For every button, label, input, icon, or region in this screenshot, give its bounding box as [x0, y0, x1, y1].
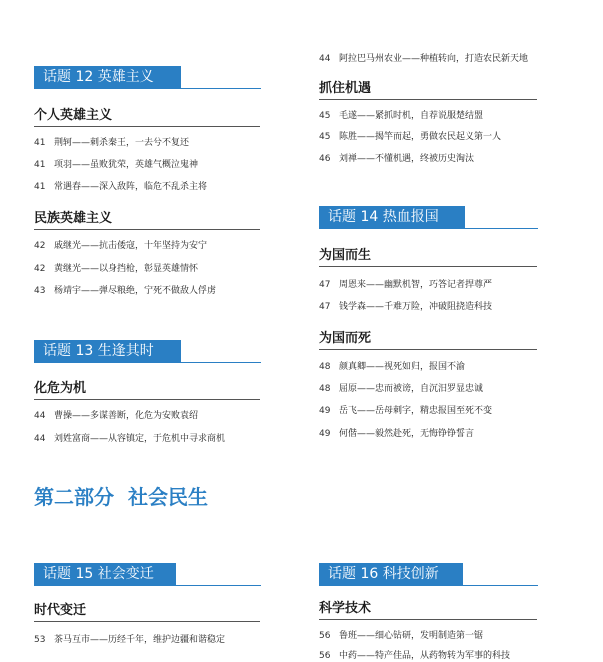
toc-entry[interactable]: [34, 410, 198, 422]
entry-title: 岳飞——岳母刺字，精忠报国至死不变: [339, 406, 493, 416]
page-number: 41: [34, 138, 46, 148]
section-seize-opportunity: 抓住机遇: [319, 81, 372, 96]
page-number: 56: [319, 651, 331, 661]
topic-14-header[interactable]: 话题 14 热血报国: [319, 206, 465, 229]
entry-title: 钱学森——千难万险，冲破阻挠造科技: [339, 302, 493, 312]
section-changing-times: 时代变迁: [34, 603, 87, 618]
part-2-name: 社会民生: [128, 485, 208, 509]
section-crisis-to-opportunity: 化危为机: [34, 381, 87, 396]
entry-title: 鲁班——细心钻研，发明制造第一锯: [339, 631, 484, 641]
page-number: 44: [319, 54, 331, 64]
page-number: 44: [34, 411, 46, 421]
page-number: 48: [319, 384, 331, 394]
entry-title: 刘姓富商——从容镇定，于危机中寻求商机: [54, 434, 226, 444]
toc-entry[interactable]: [34, 159, 198, 171]
page-number: 46: [319, 154, 331, 164]
toc-entry[interactable]: [34, 433, 225, 445]
toc-entry[interactable]: [319, 405, 492, 417]
page-number: 42: [34, 241, 46, 251]
entry-title: 刘禅——不懂机遇，终被历史淘汰: [339, 154, 475, 164]
entry-title: 曹操——多谋善断，化危为安败袁绍: [54, 411, 199, 421]
page-number: 42: [34, 264, 46, 274]
toc-entry[interactable]: [34, 263, 198, 275]
page-number: 48: [319, 362, 331, 372]
entry-title: 戚继光——抗击倭寇，十年坚持为安宁: [54, 241, 208, 251]
toc-entry[interactable]: [319, 428, 474, 440]
toc-entry[interactable]: [319, 279, 492, 291]
toc-entry[interactable]: [319, 650, 510, 662]
page-number: 49: [319, 429, 331, 439]
section-national-heroism: 民族英雄主义: [34, 211, 113, 226]
entry-title: 何偕——毅然赴死，无悔铮铮誓言: [339, 429, 475, 439]
entry-title: 周恩来——幽默机智，巧答记者捍尊严: [339, 280, 493, 290]
page-number: 41: [34, 182, 46, 192]
section-live-for-country: 为国而生: [319, 248, 372, 263]
section-rule: [34, 126, 260, 127]
part-2-label: 第二部分: [34, 485, 114, 509]
toc-entry[interactable]: [319, 301, 492, 313]
topic-12-rule: [181, 88, 261, 89]
toc-entry[interactable]: [319, 630, 483, 642]
topic-12-header[interactable]: 话题 12 英雄主义: [34, 66, 181, 89]
page-number: 45: [319, 111, 331, 121]
page-number: 44: [34, 434, 46, 444]
entry-title: 黄继光——以身挡枪，彰显英雄情怀: [54, 264, 199, 274]
entry-title: 荆轲——刺杀秦王，一去兮不复还: [54, 138, 190, 148]
page-number: 49: [319, 406, 331, 416]
topic-16-rule: [463, 585, 538, 586]
page-number: 53: [34, 635, 46, 645]
entry-title: 杨靖宇——弹尽粮绝，宁死不做敌人俘虏: [54, 286, 217, 296]
section-rule: [34, 621, 260, 622]
toc-entry[interactable]: [319, 361, 465, 373]
section-rule: [34, 399, 260, 400]
entry-title: 茶马互市——历经千年，维护边疆和谐稳定: [54, 635, 226, 645]
entry-title: 陈胜——揭竿而起，勇做农民起义第一人: [339, 132, 502, 142]
entry-title: 阿拉巴马州农业——种植转向，打造农民新天地: [339, 54, 529, 64]
toc-entry[interactable]: [319, 131, 501, 143]
section-rule: [319, 619, 537, 620]
section-die-for-country: 为国而死: [319, 331, 372, 346]
page-number: 45: [319, 132, 331, 142]
toc-entry[interactable]: [319, 53, 528, 65]
page-number: 41: [34, 160, 46, 170]
toc-entry[interactable]: [319, 383, 483, 395]
entry-title: 屈原——忠而被谤，自沉汨罗显忠诚: [339, 384, 484, 394]
topic-16-header[interactable]: 话题 16 科技创新: [319, 563, 463, 586]
topic-14-rule: [465, 228, 538, 229]
page-number: 47: [319, 302, 331, 312]
topic-13-header[interactable]: 话题 13 生逢其时: [34, 340, 181, 363]
entry-title: 中药——特产佳品，从药物转为军事的科技: [339, 651, 511, 661]
page-number: 43: [34, 286, 46, 296]
part-2-heading: [34, 484, 208, 510]
section-rule: [34, 229, 260, 230]
section-science-tech: 科学技术: [319, 601, 372, 616]
toc-entry[interactable]: [34, 240, 207, 252]
topic-15-header[interactable]: 话题 15 社会变迁: [34, 563, 176, 586]
section-personal-heroism: 个人英雄主义: [34, 108, 113, 123]
toc-entry[interactable]: [34, 634, 225, 646]
topic-15-rule: [176, 585, 261, 586]
toc-entry[interactable]: [319, 110, 483, 122]
toc-entry[interactable]: [34, 285, 216, 297]
section-rule: [319, 99, 537, 100]
section-rule: [319, 266, 537, 267]
toc-entry[interactable]: [34, 137, 189, 149]
topic-13-rule: [181, 362, 261, 363]
toc-entry[interactable]: [34, 181, 207, 193]
entry-title: 毛遂——紧抓时机，自荐说服楚结盟: [339, 111, 484, 121]
page-number: 56: [319, 631, 331, 641]
page-number: 47: [319, 280, 331, 290]
toc-entry[interactable]: [319, 153, 474, 165]
section-rule: [319, 349, 537, 350]
entry-title: 常遇春——深入敌阵，临危不乱杀主将: [54, 182, 208, 192]
entry-title: 项羽——虽败犹荣，英雄气概泣鬼神: [54, 160, 199, 170]
entry-title: 颜真卿——视死如归，报国不渝: [339, 362, 466, 372]
